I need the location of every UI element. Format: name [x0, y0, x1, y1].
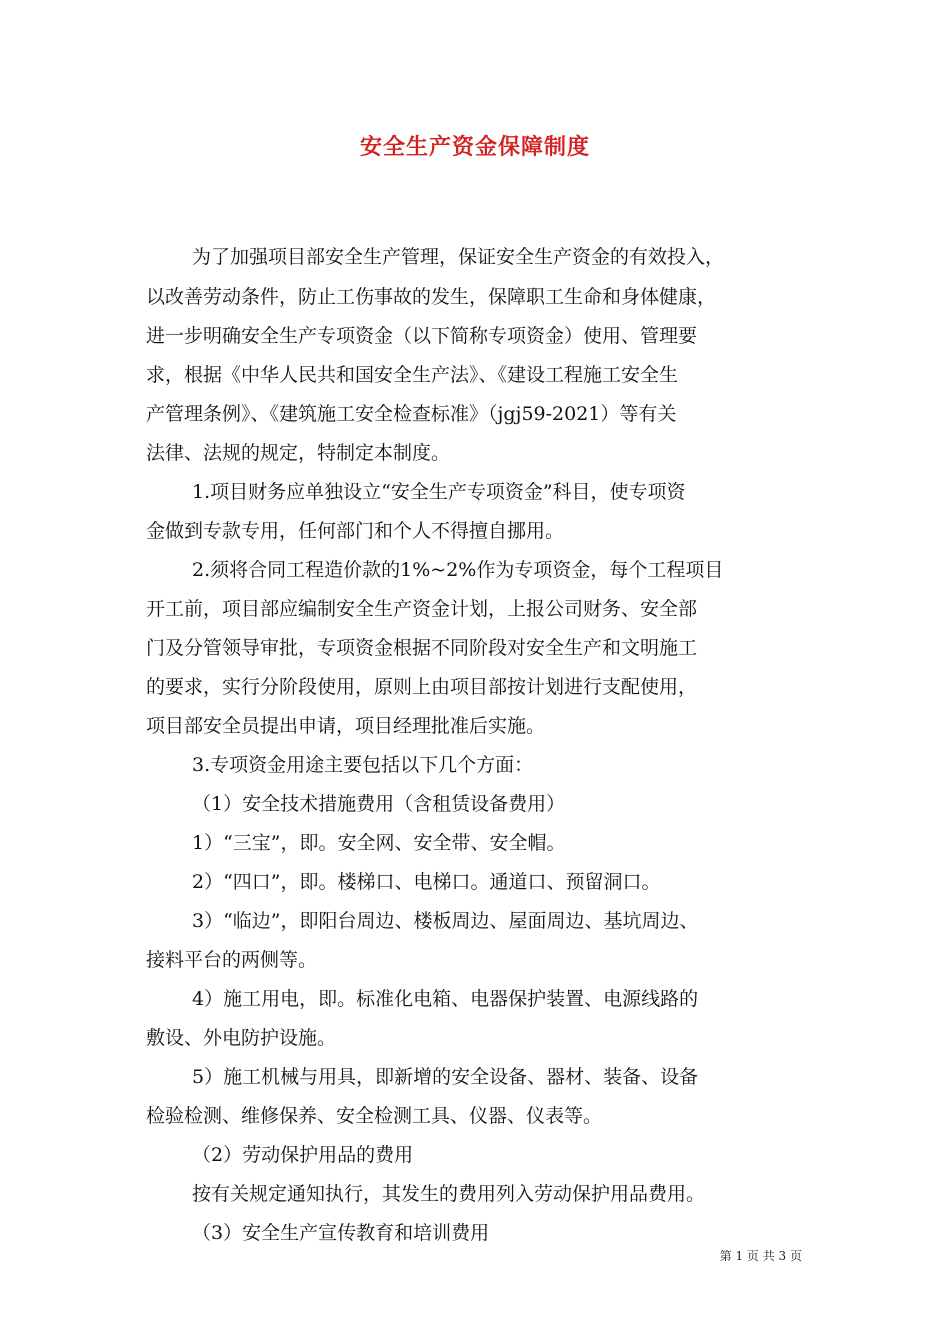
paragraph-line: 检验检测、维修保养、安全检测工具、仪器、仪表等。	[146, 1105, 603, 1127]
paragraph-line: 产管理条例》、《建筑施工安全检查标准》（jgj59-2021）等有关	[146, 403, 677, 425]
document-title: 安全生产资金保障制度	[359, 135, 590, 160]
paragraph-line: 项目部安全员提出申请，项目经理批准后实施。	[146, 715, 546, 737]
paragraph-line: 3.专项资金用途主要包括以下几个方面：	[192, 754, 534, 776]
paragraph-line: 3）“临边”，即阳台周边、楼板周边、屋面周边、基坑周边、	[192, 910, 699, 932]
paragraph-line: （2）劳动保护用品的费用	[192, 1144, 414, 1166]
paragraph-line: 进一步明确安全生产专项资金（以下简称专项资金）使用、管理要	[146, 325, 698, 347]
paragraph-line: 开工前，项目部应编制安全生产资金计划，上报公司财务、安全部	[146, 598, 698, 620]
paragraph-line: 为了加强项目部安全生产管理，保证安全生产资金的有效投入，	[192, 246, 725, 268]
paragraph-line: 接料平台的两侧等。	[146, 949, 318, 971]
paragraph-line: 按有关规定通知执行，其发生的费用列入劳动保护用品费用。	[192, 1183, 706, 1205]
paragraph-line: 5）施工机械与用具，即新增的安全设备、器材、装备、设备	[192, 1066, 699, 1088]
paragraph-line: 门及分管领导审批，专项资金根据不同阶段对安全生产和文明施工	[146, 637, 698, 659]
paragraph-line: 1.项目财务应单独设立“安全生产专项资金”科目，使专项资	[192, 481, 686, 503]
paragraph-line: 4）施工用电，即。标准化电箱、电器保护装置、电源线路的	[192, 988, 699, 1010]
paragraph-line: 2.须将合同工程造价款的1%~2%作为专项资金，每个工程项目	[192, 559, 724, 581]
paragraph-line: 以改善劳动条件，防止工伤事故的发生，保障职工生命和身体健康，	[146, 286, 717, 308]
paragraph-line: 法律、法规的规定，特制定本制度。	[146, 442, 451, 464]
paragraph-line: （3）安全生产宣传教育和培训费用	[192, 1222, 490, 1244]
paragraph-line: 求，根据《中华人民共和国安全生产法》、《建设工程施工安全生	[146, 364, 679, 386]
paragraph-line: 1）“三宝”，即。安全网、安全带、安全帽。	[192, 832, 566, 854]
page-number-footer: 第 1 页 共 3 页	[719, 1249, 802, 1263]
paragraph-line: 金做到专款专用，任何部门和个人不得擅自挪用。	[146, 520, 565, 542]
paragraph-line: 2）“四口”，即。楼梯口、电梯口。通道口、预留洞口。	[192, 871, 661, 893]
paragraph-line: 的要求，实行分阶段使用，原则上由项目部按计划进行支配使用，	[146, 676, 698, 698]
paragraph-line: （1）安全技术措施费用（含租赁设备费用）	[192, 793, 566, 815]
paragraph-line: 敷设、外电防护设施。	[146, 1027, 337, 1049]
